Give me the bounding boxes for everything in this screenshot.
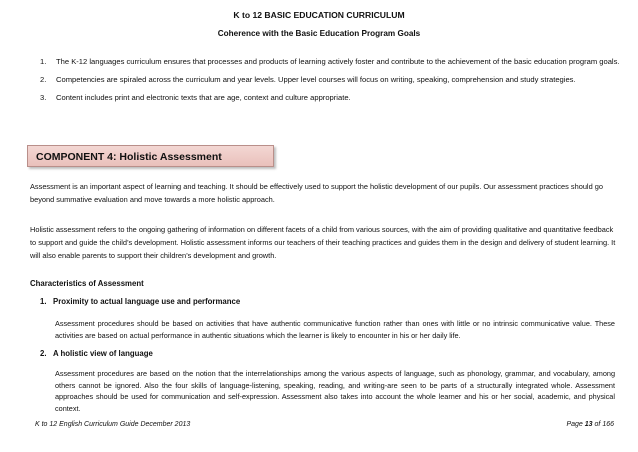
- footer-guide-label: K to 12 English Curriculum Guide December 2013: [35, 421, 191, 428]
- list-item: [40, 92, 620, 104]
- characteristic-heading-text: Proximity to actual language use and performance: [53, 297, 241, 306]
- list-item: [40, 74, 620, 86]
- characteristic-heading: [40, 297, 240, 306]
- goals-list: [40, 56, 620, 110]
- characteristic-number: 1.: [40, 297, 47, 306]
- list-text: Competencies are spiraled across the curriculum and year levels. Upper level courses will focus on writing, speaking, comprehension and study strategies.: [56, 75, 576, 84]
- characteristic-heading: [40, 349, 153, 358]
- page-current: 13: [584, 421, 593, 428]
- document-subtitle: Coherence with the Basic Education Program Goals: [217, 29, 421, 38]
- list-number: 3.: [40, 93, 47, 102]
- characteristic-number: 2.: [40, 349, 47, 358]
- list-text: Content includes print and electronic texts that are age, context and culture appropriate.: [56, 93, 351, 102]
- component-heading-box: COMPONENT 4: Holistic Assessment: [27, 145, 274, 167]
- list-text: The K-12 languages curriculum ensures that processes and products of learning actively foster and contribute to the achievement of the basic education program goals.: [56, 57, 620, 66]
- characteristic-heading-text: A holistic view of language: [53, 349, 153, 358]
- characteristics-title: Characteristics of Assessment: [30, 279, 144, 288]
- document-title: K to 12 BASIC EDUCATION CURRICULUM: [233, 10, 405, 20]
- characteristic-text: Assessment procedures should be based on activities that have authentic communicative function rather than ones with little or no intrinsic communicative value. These activities are based on actual performance in authentic situations which the learner is likely to encounter in his or her daily life.: [55, 319, 615, 340]
- holistic-paragraph: Holistic assessment refers to the ongoing gathering of information on different facets of a child from various sources, with the aim of providing qualitative and quantitative feedback to support and guide the child’s development. Holistic assessment informs our teachers of their teaching practices and guides them in the design and delivery of student learning. It will also enable parents to support their children’s development and growth.: [30, 225, 616, 260]
- page-prefix: Page: [566, 421, 583, 428]
- footer-page-number: [566, 421, 614, 428]
- page-total: of 166: [594, 421, 614, 428]
- list-item: [40, 56, 620, 68]
- list-number: 1.: [40, 57, 47, 66]
- list-number: 2.: [40, 75, 47, 84]
- characteristic-text: Assessment procedures are based on the notion that the interrelationships among the various aspects of language, such as phonology, grammar, and vocabulary, among others cannot be ignored. Also the four skills of language-listening, speaking, reading, and writing-are seen to be parts of a structurally integrated whole. Assessment approaches should be used for communication and self-expression. Assessment also takes into account the whole learner and his or her social, academic, and physical context.: [55, 369, 615, 413]
- assessment-paragraph: Assessment is an important aspect of learning and teaching. It should be effectively used to support the holistic development of our pupils. Our assessment practices should go beyond summative evaluation and move towards a more holistic approach.: [30, 182, 603, 204]
